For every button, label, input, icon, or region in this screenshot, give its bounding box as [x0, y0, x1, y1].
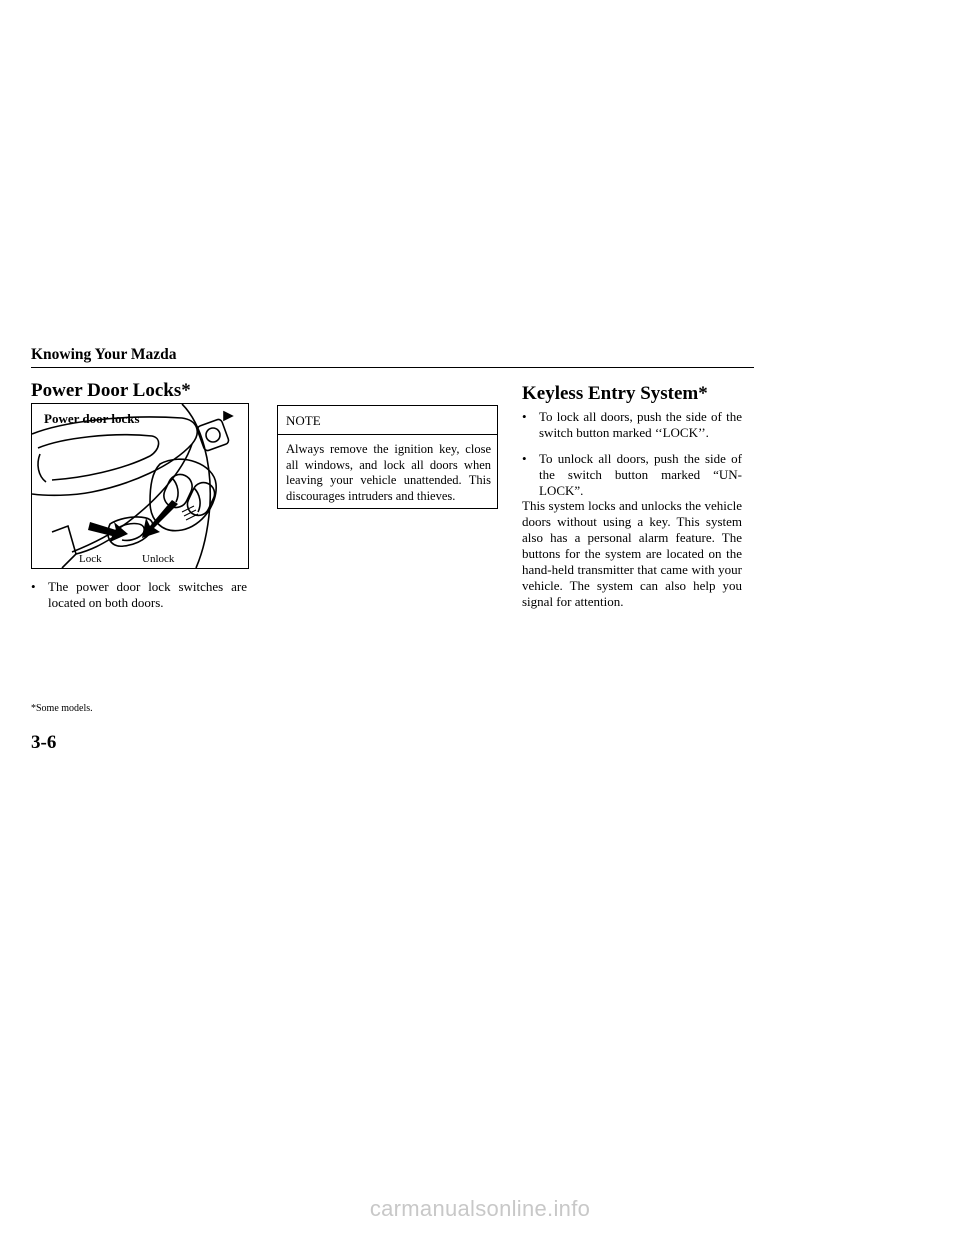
power-lock-bullet — [31, 579, 247, 611]
watermark: carmanualsonline.info — [369, 1196, 591, 1221]
header-rule — [31, 367, 754, 368]
keyless-entry-title: Keyless Entry System* — [522, 383, 708, 404]
power-door-locks-title: Power Door Locks* — [31, 380, 191, 401]
note-title: NOTE — [286, 413, 321, 428]
door-lock-illustration — [32, 404, 248, 568]
keyless-bullet-unlock — [522, 451, 742, 499]
figure-title: Power door locks — [44, 411, 140, 426]
page-number: 3-6 — [31, 732, 57, 753]
bullet-dot: • — [522, 409, 527, 424]
power-door-locks-figure — [31, 403, 249, 569]
unlock-label: Unlock — [142, 553, 175, 565]
lock-label: Lock — [79, 553, 102, 565]
bullet-dot: • — [31, 579, 36, 594]
keyless-paragraph: This system locks and unlocks the vehicle doors without using a key. This system also has a personal alarm feature. The buttons for the system are located on the hand-held transmitter that came with your vehicle. The system can also help you signal for attention. — [522, 498, 742, 609]
note-box — [277, 405, 498, 509]
note-divider — [278, 434, 497, 435]
footnote: *Some models. — [31, 703, 93, 714]
bullet-text: To lock all doors, push the side of the switch button marked ‘‘LOCK’’. — [539, 409, 742, 440]
section-header: Knowing Your Mazda — [31, 346, 177, 363]
bullet-dot: • — [522, 451, 527, 466]
bullet-text: The power door lock switches are located on both doors. — [48, 579, 247, 610]
bullet-text: To unlock all doors, push the side of the switch button marked “UN-LOCK”. — [539, 451, 742, 498]
note-text: Always remove the ignition key, close all windows, and lock all doors when leaving your vehicle unattended. This discourages intruders and thieves. — [286, 442, 491, 503]
keyless-bullet-lock — [522, 409, 742, 441]
